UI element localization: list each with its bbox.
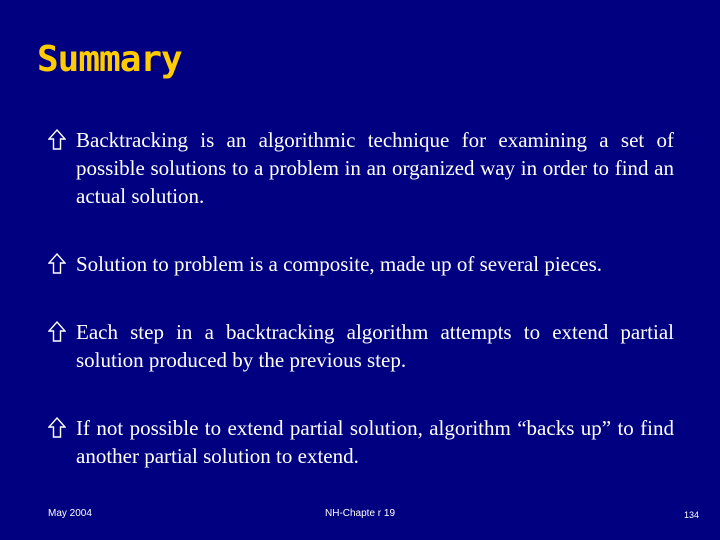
bullet-item [48,414,674,470]
bullet-item [48,250,674,278]
footer-date: May 2004 [48,508,92,519]
hollow-up-arrow-icon [48,253,66,275]
bullet-text: If not possible to extend partial solution, algorithm “backs up” to find another partial solution to extend. [76,416,674,468]
bullet-text: Each step in a backtracking algorithm attempts to extend partial solution produced by the previous step. [76,320,674,372]
bullet-list [48,126,674,470]
bullet-item [48,318,674,374]
bullet-text: Backtracking is an algorithmic technique for examining a set of possible solutions to a problem in an organized way in order to find an actual solution. [76,128,674,208]
bullet-item [48,126,674,210]
footer-page-number: 134 [683,510,699,520]
footer-chapter: NH-Chapte r 19 [325,508,396,519]
hollow-up-arrow-icon [48,129,66,151]
slide-title: Summary [37,39,182,80]
hollow-up-arrow-icon [48,321,66,343]
bullet-text: Solution to problem is a composite, made up of several pieces. [76,252,603,276]
hollow-up-arrow-icon [48,417,66,439]
